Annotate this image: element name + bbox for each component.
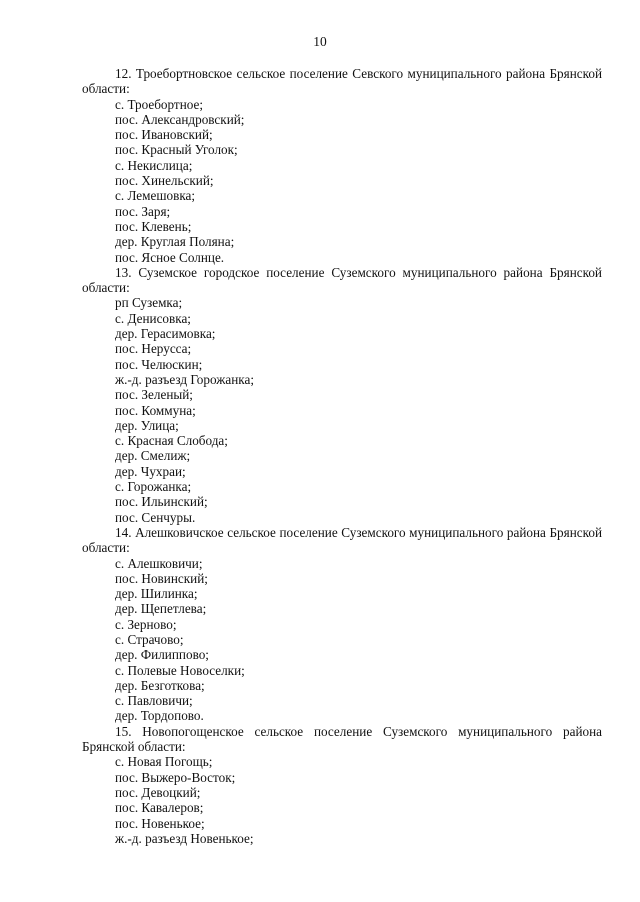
settlement-item: пос. Ясное Солнце.: [115, 249, 225, 265]
settlement-item: с. Страчово;: [115, 631, 184, 647]
document-content: [82, 66, 602, 846]
settlement-list: [82, 295, 602, 524]
settlement-item: пос. Сенчуры.: [115, 509, 196, 525]
section-heading: 14. Алешковичское сельское поселение Суземского муниципального района Брянской области:: [82, 524, 602, 556]
section-15: [82, 724, 602, 846]
settlement-item: с. Полевые Новоселки;: [115, 662, 245, 678]
section-13: [82, 265, 602, 525]
settlement-item: с. Некислица;: [115, 157, 193, 173]
section-heading: 15. Новопогощенское сельское поселение Суземского муниципального района Брянской области:: [82, 723, 602, 755]
section-12: [82, 66, 602, 265]
settlement-item: пос. Александровский;: [115, 111, 245, 127]
settlement-item: дер. Тордопово.: [115, 708, 204, 724]
settlement-item: дер. Шилинка;: [115, 586, 198, 602]
settlement-item: дер. Улица;: [115, 417, 179, 433]
settlement-item: ж.-д. разъезд Новенькое;: [115, 830, 254, 846]
section-14: [82, 525, 602, 724]
settlement-item: ж.-д. разъезд Горожанка;: [115, 371, 255, 387]
settlement-item: пос. Коммуна;: [115, 402, 196, 418]
settlement-item: с. Новая Погощь;: [115, 754, 213, 770]
settlement-list: [82, 556, 602, 724]
settlement-item: дер. Герасимовка;: [115, 326, 216, 342]
settlement-item: дер. Филиппово;: [115, 647, 209, 663]
settlement-item: дер. Смелиж;: [115, 448, 191, 464]
settlement-item: пос. Зеленый;: [115, 387, 193, 403]
settlement-item: дер. Чухраи;: [115, 463, 186, 479]
settlement-item: пос. Нерусса;: [115, 341, 192, 357]
settlement-list: [82, 754, 602, 846]
settlement-item: пос. Заря;: [115, 203, 171, 219]
settlement-item: пос. Новенькое;: [115, 815, 205, 831]
section-heading: 12. Троебортновское сельское поселение Севского муниципального района Брянской области:: [82, 66, 602, 97]
settlement-item: с. Лемешовка;: [115, 188, 196, 204]
settlement-item: пос. Челюскин;: [115, 356, 203, 372]
settlement-item: с. Денисовка;: [115, 310, 191, 326]
settlement-item: пос. Кавалеров;: [115, 800, 204, 816]
settlement-item: пос. Новинский;: [115, 570, 208, 586]
settlement-item: рп Суземка;: [115, 295, 183, 311]
settlement-item: пос. Красный Уголок;: [115, 142, 238, 158]
settlement-item: с. Горожанка;: [115, 479, 192, 495]
settlement-item: пос. Ильинский;: [115, 494, 208, 510]
settlement-item: с. Зерново;: [115, 616, 177, 632]
settlement-item: пос. Клевень;: [115, 218, 192, 234]
settlement-item: дер. Щепетлева;: [115, 601, 207, 617]
settlement-item: пос. Ивановский;: [115, 127, 213, 143]
settlement-item: пос. Девоцкий;: [115, 784, 201, 800]
settlement-item: с. Алешковичи;: [115, 555, 203, 571]
settlement-item: пос. Выжеро-Восток;: [115, 769, 236, 785]
section-heading: 13. Суземское городское поселение Суземского муниципального района Брянской области:: [82, 264, 602, 296]
settlement-item: с. Троебортное;: [115, 96, 204, 112]
settlement-item: дер. Безготкова;: [115, 677, 205, 693]
page-number: 10: [313, 34, 327, 49]
settlement-item: пос. Хинельский;: [115, 173, 214, 189]
settlement-item: с. Павловичи;: [115, 693, 193, 709]
settlement-item: с. Красная Слобода;: [115, 433, 228, 449]
settlement-item: дер. Круглая Поляна;: [115, 234, 235, 250]
settlement-list: [82, 97, 602, 265]
